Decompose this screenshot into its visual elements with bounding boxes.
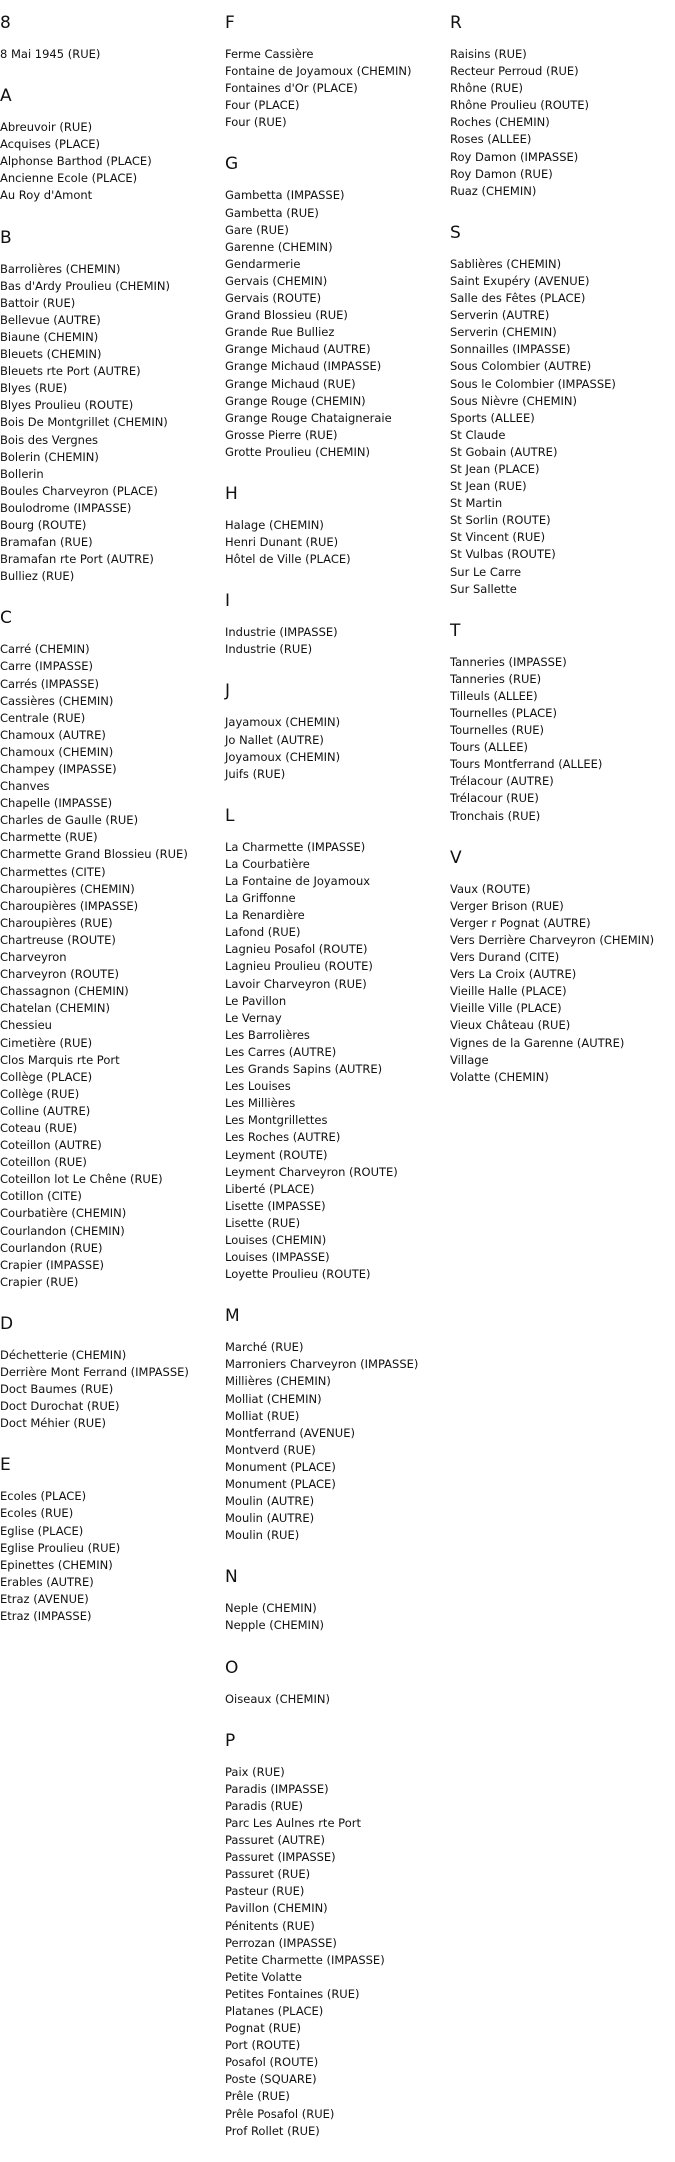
street-item: Petite Volatte xyxy=(225,1969,302,1984)
section-letter: T xyxy=(450,620,461,641)
street-item: Jayamoux (CHEMIN) xyxy=(225,715,341,730)
section-letter: L xyxy=(225,805,235,826)
street-item: Montferrand (AVENUE) xyxy=(225,1425,355,1440)
street-item: Prof Rollet (RUE) xyxy=(225,2123,320,2138)
street-item: Ecoles (RUE) xyxy=(0,1506,74,1521)
street-item: Loyette Proulieu (ROUTE) xyxy=(225,1267,371,1282)
letter-section xyxy=(450,12,675,200)
street-list xyxy=(225,46,447,131)
street-item: Abreuvoir (RUE) xyxy=(0,120,93,135)
street-item: Les Grands Sapins (AUTRE) xyxy=(225,1062,383,1077)
street-item: Serverin (CHEMIN) xyxy=(450,325,557,340)
street-item: Bourg (ROUTE) xyxy=(0,517,87,532)
street-item: Marché (RUE) xyxy=(225,1340,304,1355)
street-item: Gervais (ROUTE) xyxy=(225,291,322,306)
street-item: Acquises (PLACE) xyxy=(0,137,101,152)
street-item: St Claude xyxy=(450,427,506,442)
street-item: Barrolières (CHEMIN) xyxy=(0,261,121,276)
street-item: Grotte Proulieu (CHEMIN) xyxy=(225,444,370,459)
street-item: Roses (ALLEE) xyxy=(450,132,532,147)
letter-section xyxy=(225,153,447,461)
street-item: Hôtel de Ville (PLACE) xyxy=(225,552,351,567)
street-item: Four (RUE) xyxy=(225,115,287,130)
street-item: St Jean (RUE) xyxy=(450,479,527,494)
street-item: Parc Les Aulnes rte Port xyxy=(225,1815,361,1830)
street-item: Erables (AUTRE) xyxy=(0,1574,94,1589)
street-list xyxy=(0,641,222,1291)
street-item: Grande Rue Bulliez xyxy=(225,325,335,340)
street-item: Paradis (RUE) xyxy=(225,1798,304,1813)
street-item: Cimetière (RUE) xyxy=(0,1035,93,1050)
column-2 xyxy=(225,12,447,2162)
street-item: Carrés (IMPASSE) xyxy=(0,676,100,691)
street-item: Ruaz (CHEMIN) xyxy=(450,183,537,198)
street-item: Epinettes (CHEMIN) xyxy=(0,1557,113,1572)
section-letter: F xyxy=(225,13,235,33)
street-item: Pavillon (CHEMIN) xyxy=(225,1901,328,1916)
street-item: Grand Blossieu (RUE) xyxy=(225,308,348,323)
letter-section xyxy=(225,483,447,568)
section-letter: J xyxy=(225,681,231,702)
street-item: Carré (CHEMIN) xyxy=(0,642,90,657)
street-list xyxy=(225,714,447,782)
street-item: Lafond (RUE) xyxy=(225,925,301,940)
street-item: Four (PLACE) xyxy=(225,98,300,113)
street-item: Bollerin xyxy=(0,466,44,481)
letter-section xyxy=(225,1566,447,1634)
street-item: St Jean (PLACE) xyxy=(450,461,540,476)
section-letter: N xyxy=(225,1567,238,1588)
street-item: Petite Charmette (IMPASSE) xyxy=(225,1952,385,1967)
street-item: Gendarmerie xyxy=(225,256,301,271)
street-item: Leyment Charveyron (ROUTE) xyxy=(225,1164,398,1179)
street-item: Boules Charveyron (PLACE) xyxy=(0,483,158,498)
street-item: Industrie (IMPASSE) xyxy=(225,625,338,640)
street-item: Vers La Croix (AUTRE) xyxy=(450,967,577,982)
street-item: Halage (CHEMIN) xyxy=(225,517,324,532)
street-item: Sports (ALLEE) xyxy=(450,410,535,425)
street-item: Champey (IMPASSE) xyxy=(0,762,117,776)
street-item: Charmettes (CITE) xyxy=(0,864,106,879)
street-item: Recteur Perroud (RUE) xyxy=(450,64,579,79)
letter-section xyxy=(225,1730,447,2140)
street-item: Charmette Grand Blossieu (RUE) xyxy=(0,847,188,862)
street-item: Charveyron (ROUTE) xyxy=(0,967,119,982)
street-item: Bellevue (AUTRE) xyxy=(0,312,101,327)
street-list xyxy=(450,46,675,200)
letter-section xyxy=(225,1657,447,1708)
street-list xyxy=(225,1691,447,1708)
street-item: Sonnailles (IMPASSE) xyxy=(450,342,571,357)
street-item: Charmette (RUE) xyxy=(0,830,98,845)
street-item: Lagnieu Proulieu (ROUTE) xyxy=(225,959,373,974)
street-list xyxy=(225,1339,447,1544)
street-item: Pognat (RUE) xyxy=(225,2021,302,2036)
street-item: Alphonse Barthod (PLACE) xyxy=(0,154,152,169)
street-item: Doct Méhier (RUE) xyxy=(0,1416,106,1431)
street-list xyxy=(225,839,447,1283)
street-item: Millières (CHEMIN) xyxy=(225,1374,331,1389)
street-item: Bulliez (RUE) xyxy=(0,569,75,584)
street-item: Eglise Proulieu (RUE) xyxy=(0,1540,121,1555)
letter-section xyxy=(225,12,447,131)
letter-section xyxy=(0,227,222,586)
street-item: Lisette (RUE) xyxy=(225,1215,301,1230)
street-item: Vieux Château (RUE) xyxy=(450,1018,571,1033)
street-item: Lavoir Charveyron (RUE) xyxy=(225,976,367,991)
street-item: Monument (PLACE) xyxy=(225,1459,336,1474)
street-item: Molliat (RUE) xyxy=(225,1408,300,1423)
street-item: Tours Montferrand (ALLEE) xyxy=(450,757,603,772)
street-list xyxy=(0,119,222,204)
street-item: Joyamoux (CHEMIN) xyxy=(225,749,341,764)
street-item: Pasteur (RUE) xyxy=(225,1884,305,1899)
street-item: Louises (CHEMIN) xyxy=(225,1232,327,1247)
street-item: Les Montgrillettes xyxy=(225,1113,328,1128)
street-item: Tanneries (IMPASSE) xyxy=(450,654,567,669)
street-item: Oiseaux (CHEMIN) xyxy=(225,1691,330,1706)
street-item: Vieille Ville (PLACE) xyxy=(450,1001,562,1016)
street-item: Collège (PLACE) xyxy=(0,1069,93,1084)
street-item: Sur Le Carre xyxy=(450,564,522,579)
street-item: Tournelles (RUE) xyxy=(450,723,545,738)
letter-section xyxy=(0,607,222,1291)
street-item: Jo Nallet (AUTRE) xyxy=(225,732,324,747)
street-item: St Gobain (AUTRE) xyxy=(450,444,558,459)
street-item: Clos Marquis rte Port xyxy=(0,1052,120,1067)
letter-section xyxy=(225,590,447,658)
street-item: Chapelle (IMPASSE) xyxy=(0,796,113,811)
street-item: Roy Damon (IMPASSE) xyxy=(450,149,579,164)
section-letter: 8 xyxy=(0,13,11,33)
street-item: Blyes Proulieu (ROUTE) xyxy=(0,398,134,413)
street-item: Fontaine de Joyamoux (CHEMIN) xyxy=(225,64,412,79)
street-item: Grange Rouge Chataigneraie xyxy=(225,410,392,425)
street-item: Battoir (RUE) xyxy=(0,295,76,310)
street-item: Verger r Pognat (AUTRE) xyxy=(450,915,591,930)
street-item: La Griffonne xyxy=(225,891,296,906)
street-item: St Vincent (RUE) xyxy=(450,530,546,545)
street-list xyxy=(0,261,222,586)
street-item: Chamoux (AUTRE) xyxy=(0,727,106,742)
street-item: Grosse Pierre (RUE) xyxy=(225,427,338,442)
street-item: Neple (CHEMIN) xyxy=(225,1601,317,1616)
street-item: Paix (RUE) xyxy=(225,1764,285,1779)
street-item: Chessieu xyxy=(0,1018,52,1033)
street-list xyxy=(450,256,675,598)
letter-section xyxy=(225,680,447,782)
street-item: Cassières (CHEMIN) xyxy=(0,693,114,708)
street-item: Verger Brison (RUE) xyxy=(450,898,564,913)
street-item: Coteillon lot Le Chêne (RUE) xyxy=(0,1172,163,1187)
letter-section xyxy=(225,1305,447,1544)
street-item: Garenne (CHEMIN) xyxy=(225,239,333,254)
street-item: Louises (IMPASSE) xyxy=(225,1250,330,1265)
street-item: Etraz (IMPASSE) xyxy=(0,1609,92,1624)
street-item: Moulin (AUTRE) xyxy=(225,1494,315,1509)
street-item: Tilleuls (ALLEE) xyxy=(450,688,538,703)
letter-section xyxy=(0,1454,222,1625)
street-item: La Courbatière xyxy=(225,856,310,871)
street-item: Sur Sallette xyxy=(450,581,517,596)
street-item: La Renardière xyxy=(225,908,305,923)
street-item: Lisette (IMPASSE) xyxy=(225,1198,326,1213)
street-item: Marroniers Charveyron (IMPASSE) xyxy=(225,1357,419,1372)
section-letter: A xyxy=(0,86,12,107)
street-item: Sous Nièvre (CHEMIN) xyxy=(450,393,577,408)
street-item: Vers Durand (CITE) xyxy=(450,950,560,965)
street-item: Poste (SQUARE) xyxy=(225,2072,317,2087)
street-item: Roches (CHEMIN) xyxy=(450,115,550,130)
section-letter: E xyxy=(0,1455,11,1476)
street-item: Derrière Mont Ferrand (IMPASSE) xyxy=(0,1365,189,1379)
section-letter: M xyxy=(225,1306,240,1327)
street-item: Tanneries (RUE) xyxy=(450,671,542,686)
street-item: Les Millières xyxy=(225,1096,296,1111)
street-item: Paradis (IMPASSE) xyxy=(225,1781,329,1796)
street-item: Vaux (ROUTE) xyxy=(450,881,531,896)
street-item: Raisins (RUE) xyxy=(450,47,527,61)
column-3 xyxy=(450,12,675,1108)
street-item: Courlandon (RUE) xyxy=(0,1240,103,1255)
street-list xyxy=(0,1488,222,1625)
street-item: Le Pavillon xyxy=(225,993,287,1008)
street-item: Colline (AUTRE) xyxy=(0,1103,91,1118)
street-item: Chartreuse (ROUTE) xyxy=(0,932,116,947)
street-list xyxy=(225,1764,447,2140)
street-item: Chatelan (CHEMIN) xyxy=(0,1001,110,1016)
street-item: Trélacour (RUE) xyxy=(450,791,539,806)
street-item: St Martin xyxy=(450,496,503,511)
street-item: Gervais (CHEMIN) xyxy=(225,273,328,288)
street-item: Biaune (CHEMIN) xyxy=(0,329,99,344)
street-item: Cotillon (CITE) xyxy=(0,1189,82,1204)
street-list xyxy=(225,517,447,568)
street-item: Etraz (AVENUE) xyxy=(0,1591,89,1606)
street-item: Le Vernay xyxy=(225,1010,282,1025)
street-item: Nepple (CHEMIN) xyxy=(225,1618,325,1633)
street-item: Ancienne Ecole (PLACE) xyxy=(0,171,138,186)
street-item: Crapier (RUE) xyxy=(0,1274,79,1289)
street-item: Charveyron xyxy=(0,950,67,965)
street-item: Village xyxy=(450,1052,489,1067)
street-item: Lagnieu Posafol (ROUTE) xyxy=(225,942,368,957)
street-item: Crapier (IMPASSE) xyxy=(0,1257,104,1272)
street-item: Sablières (CHEMIN) xyxy=(450,256,562,271)
street-item: Ecoles (PLACE) xyxy=(0,1489,87,1504)
street-item: Les Roches (AUTRE) xyxy=(225,1130,341,1145)
street-item: Sous Colombier (AUTRE) xyxy=(450,359,592,374)
street-item: Ferme Cassière xyxy=(225,47,314,61)
section-letter: G xyxy=(225,154,239,175)
street-item: Henri Dunant (RUE) xyxy=(225,535,339,550)
street-item: Les Barrolières xyxy=(225,1027,310,1042)
street-item: Monument (PLACE) xyxy=(225,1477,336,1491)
section-letter: I xyxy=(225,591,231,612)
street-item: Chamoux (CHEMIN) xyxy=(0,744,114,759)
letter-section xyxy=(0,85,222,204)
street-item: Roy Damon (RUE) xyxy=(450,166,553,181)
street-item: Fontaines d'Or (PLACE) xyxy=(225,81,358,96)
street-item: Bolerin (CHEMIN) xyxy=(0,449,99,464)
street-item: Doct Durochat (RUE) xyxy=(0,1399,120,1414)
letter-section xyxy=(450,222,675,598)
street-item: Courbatière (CHEMIN) xyxy=(0,1206,127,1221)
street-item: Bramafan rte Port (AUTRE) xyxy=(0,552,154,567)
street-item: Serverin (AUTRE) xyxy=(450,308,550,323)
street-item: Grange Rouge (CHEMIN) xyxy=(225,393,366,408)
section-letter: C xyxy=(0,608,12,629)
street-list xyxy=(0,46,222,63)
street-item: Charoupières (CHEMIN) xyxy=(0,881,135,896)
letter-section xyxy=(0,12,222,63)
column-1 xyxy=(0,12,222,1647)
street-item: Centrale (RUE) xyxy=(0,710,86,725)
street-item: Eglise (PLACE) xyxy=(0,1523,84,1538)
street-item: Bleuets rte Port (AUTRE) xyxy=(0,364,141,379)
street-item: Passuret (IMPASSE) xyxy=(225,1850,336,1865)
street-list xyxy=(450,881,675,1086)
section-letter: H xyxy=(225,483,238,504)
street-list xyxy=(450,654,675,825)
street-item: Grange Michaud (AUTRE) xyxy=(225,342,371,357)
street-item: Les Louises xyxy=(225,1079,291,1094)
section-letter: O xyxy=(225,1657,239,1678)
street-list xyxy=(225,624,447,658)
street-item: Chassagnon (CHEMIN) xyxy=(0,984,129,999)
street-item: Coteau (RUE) xyxy=(0,1120,78,1135)
street-item: Vers Derrière Charveyron (CHEMIN) xyxy=(450,932,655,947)
street-item: Petites Fontaines (RUE) xyxy=(225,1986,360,2001)
street-item: Déchetterie (CHEMIN) xyxy=(0,1347,127,1362)
section-letter: S xyxy=(450,222,461,243)
street-item: Courlandon (CHEMIN) xyxy=(0,1223,125,1238)
street-item: La Fontaine de Joyamoux xyxy=(225,874,371,888)
letter-section xyxy=(450,847,675,1086)
street-item: 8 Mai 1945 (RUE) xyxy=(0,47,101,61)
section-letter: D xyxy=(0,1313,14,1334)
street-item: Port (ROUTE) xyxy=(225,2038,301,2053)
street-list xyxy=(225,1600,447,1634)
street-item: Trélacour (AUTRE) xyxy=(450,774,554,789)
street-item: Tours (ALLEE) xyxy=(450,740,528,755)
street-list xyxy=(225,187,447,461)
street-item: Passuret (RUE) xyxy=(225,1867,311,1882)
street-item: Juifs (RUE) xyxy=(225,766,286,781)
street-item: Carre (IMPASSE) xyxy=(0,659,94,674)
street-item: Industrie (RUE) xyxy=(225,642,313,657)
street-item: Pénitents (RUE) xyxy=(225,1918,315,1933)
street-item: Collège (RUE) xyxy=(0,1086,80,1101)
street-item: Grange Michaud (RUE) xyxy=(225,376,356,391)
street-item: Moulin (AUTRE) xyxy=(225,1511,315,1526)
street-item: Chanves xyxy=(0,779,50,794)
street-item: Blyes (RUE) xyxy=(0,381,68,396)
street-item: Bleuets (CHEMIN) xyxy=(0,347,102,362)
street-item: Platanes (PLACE) xyxy=(225,2003,324,2018)
street-item: Bois des Vergnes xyxy=(0,432,99,447)
street-item: Charoupières (RUE) xyxy=(0,915,113,930)
street-item: Liberté (PLACE) xyxy=(225,1181,315,1196)
letter-section xyxy=(450,620,675,825)
street-item: Gare (RUE) xyxy=(225,222,289,237)
street-item: Molliat (CHEMIN) xyxy=(225,1391,322,1406)
street-item: Tournelles (PLACE) xyxy=(450,706,557,720)
street-item: Bois De Montgrillet (CHEMIN) xyxy=(0,415,168,430)
street-item: Saint Exupéry (AVENUE) xyxy=(450,273,590,288)
street-item: Moulin (RUE) xyxy=(225,1528,300,1543)
section-letter: B xyxy=(0,227,12,248)
street-item: Bramafan (RUE) xyxy=(0,535,93,550)
street-item: Rhône (RUE) xyxy=(450,81,523,96)
street-item: Vieille Halle (PLACE) xyxy=(450,984,567,999)
street-list xyxy=(0,1347,222,1432)
street-item: Rhône Proulieu (ROUTE) xyxy=(450,98,589,113)
street-item: Gambetta (IMPASSE) xyxy=(225,188,345,203)
street-item: Volatte (CHEMIN) xyxy=(450,1069,549,1084)
street-item: Charoupières (IMPASSE) xyxy=(0,898,139,913)
street-item: Perrozan (IMPASSE) xyxy=(225,1935,337,1950)
street-item: Salle des Fêtes (PLACE) xyxy=(450,291,586,306)
street-item: Tronchais (RUE) xyxy=(450,808,541,823)
street-item: St Sorlin (ROUTE) xyxy=(450,513,551,528)
street-item: Au Roy d'Amont xyxy=(0,188,93,203)
street-item: Prêle (RUE) xyxy=(225,2089,290,2104)
letter-section xyxy=(225,805,447,1283)
street-item: Grange Michaud (IMPASSE) xyxy=(225,359,382,374)
section-letter: R xyxy=(450,13,462,33)
street-item: Doct Baumes (RUE) xyxy=(0,1382,114,1397)
street-item: Leyment (ROUTE) xyxy=(225,1147,328,1162)
street-item: Posafol (ROUTE) xyxy=(225,2055,319,2070)
street-item: Prêle Posafol (RUE) xyxy=(225,2106,335,2121)
street-item: Boulodrome (IMPASSE) xyxy=(0,500,132,515)
street-item: Coteillon (RUE) xyxy=(0,1155,87,1170)
street-item: Passuret (AUTRE) xyxy=(225,1833,325,1848)
street-item: Coteillon (AUTRE) xyxy=(0,1138,102,1153)
street-item: Bas d'Ardy Proulieu (CHEMIN) xyxy=(0,278,170,293)
street-item: St Vulbas (ROUTE) xyxy=(450,547,556,562)
street-item: Vignes de la Garenne (AUTRE) xyxy=(450,1035,625,1050)
street-item: Montverd (RUE) xyxy=(225,1442,316,1457)
street-item: Sous le Colombier (IMPASSE) xyxy=(450,376,616,391)
street-item: Gambetta (RUE) xyxy=(225,205,319,220)
street-item: Charles de Gaulle (RUE) xyxy=(0,813,139,828)
street-item: Les Carres (AUTRE) xyxy=(225,1044,337,1059)
section-letter: P xyxy=(225,1730,236,1751)
street-item: La Charmette (IMPASSE) xyxy=(225,839,366,854)
letter-section xyxy=(0,1313,222,1432)
section-letter: V xyxy=(450,847,462,868)
